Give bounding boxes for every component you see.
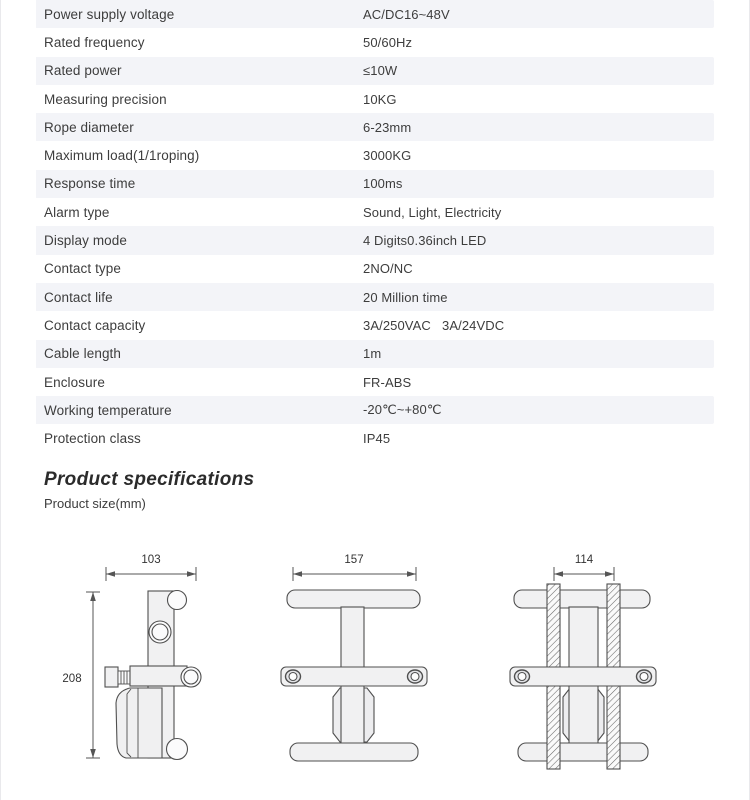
table-row bbox=[36, 396, 714, 424]
bottom-bar bbox=[518, 743, 648, 761]
spec-value: 6-23mm bbox=[363, 119, 412, 135]
spec-value: IP45 bbox=[363, 431, 391, 447]
dimension-width-103 bbox=[106, 567, 196, 581]
section-subtitle: Product size(mm) bbox=[44, 496, 146, 511]
spec-value: AC/DC16~48V bbox=[363, 6, 450, 22]
spec-label: Rated power bbox=[44, 63, 122, 79]
spec-value: 50/60Hz bbox=[363, 34, 413, 50]
spec-label: Working temperature bbox=[44, 402, 172, 418]
cross-bar bbox=[130, 666, 187, 686]
spec-value: 2NO/NC bbox=[363, 261, 413, 277]
table-row bbox=[36, 255, 714, 283]
spec-value: 3000KG bbox=[363, 148, 412, 164]
spec-table bbox=[36, 0, 714, 453]
spec-value: 4 Digits0.36inch LED bbox=[363, 233, 487, 249]
dimension-width-157 bbox=[293, 567, 416, 581]
eyelet-left-inner bbox=[289, 673, 297, 681]
dim-label-114: 114 bbox=[574, 554, 594, 566]
top-roller bbox=[168, 591, 187, 610]
table-row bbox=[36, 141, 714, 169]
spec-value: 100ms bbox=[363, 176, 403, 192]
table-row bbox=[36, 170, 714, 198]
dimension-width-114 bbox=[554, 567, 614, 581]
spec-label: Alarm type bbox=[44, 204, 110, 220]
table-row bbox=[36, 368, 714, 396]
cross-bar bbox=[281, 667, 427, 686]
spec-label: Contact life bbox=[44, 289, 113, 305]
spec-label: Display mode bbox=[44, 233, 127, 249]
spec-value: ≤10W bbox=[363, 63, 398, 79]
dim-label-208: 208 bbox=[62, 673, 82, 685]
spec-value: 20 Million time bbox=[363, 289, 448, 305]
table-row bbox=[36, 340, 714, 368]
adjust-block bbox=[105, 667, 118, 687]
table-row bbox=[36, 198, 714, 226]
spec-value: FR-ABS bbox=[363, 374, 412, 390]
drawing-front-view bbox=[263, 548, 453, 798]
bottom-roller bbox=[167, 739, 188, 760]
table-row bbox=[36, 57, 714, 85]
spec-value: -20℃~+80℃ bbox=[363, 402, 442, 418]
spec-label: Protection class bbox=[44, 431, 141, 447]
spec-label: Rope diameter bbox=[44, 119, 134, 135]
spec-label: Enclosure bbox=[44, 374, 105, 390]
cross-bar bbox=[510, 667, 656, 686]
eyelet-right-inner bbox=[411, 673, 419, 681]
section-title: Product specifications bbox=[44, 469, 255, 490]
bottom-bar bbox=[290, 743, 418, 761]
top-bar bbox=[514, 590, 650, 608]
eyelet-left-inner bbox=[518, 673, 526, 681]
dim-label-157: 157 bbox=[344, 554, 364, 566]
table-row bbox=[36, 85, 714, 113]
spec-label: Rated frequency bbox=[44, 34, 145, 50]
table-row bbox=[36, 424, 714, 452]
spec-label: Measuring precision bbox=[44, 91, 167, 107]
spec-value: 10KG bbox=[363, 91, 397, 107]
spec-value: 1m bbox=[363, 346, 382, 362]
spec-label: Power supply voltage bbox=[44, 6, 175, 22]
dimension-height-208 bbox=[86, 592, 100, 758]
table-row bbox=[36, 113, 714, 141]
spec-value: Sound, Light, Electricity bbox=[363, 204, 502, 220]
spec-label: Maximum load(1/1roping) bbox=[44, 148, 200, 164]
table-row bbox=[36, 311, 714, 339]
spec-label: Response time bbox=[44, 176, 136, 192]
product-size-drawings bbox=[1, 548, 750, 800]
drawing-rope-view bbox=[483, 548, 683, 798]
section-heading bbox=[44, 469, 254, 511]
table-row bbox=[36, 28, 714, 56]
spec-value: 3A/250VAC 3A/24VDC bbox=[363, 317, 505, 333]
top-bar bbox=[287, 590, 420, 608]
table-row bbox=[36, 226, 714, 254]
spec-label: Contact type bbox=[44, 261, 121, 277]
drawing-side-view bbox=[41, 548, 241, 798]
spec-label: Cable length bbox=[44, 346, 122, 362]
table-row bbox=[36, 0, 714, 28]
eyelet-right-inner bbox=[640, 673, 648, 681]
dim-label-103: 103 bbox=[141, 554, 161, 566]
table-row bbox=[36, 283, 714, 311]
sensor-housing bbox=[116, 688, 162, 758]
screw-thread bbox=[118, 671, 130, 684]
spec-label: Contact capacity bbox=[44, 317, 146, 333]
